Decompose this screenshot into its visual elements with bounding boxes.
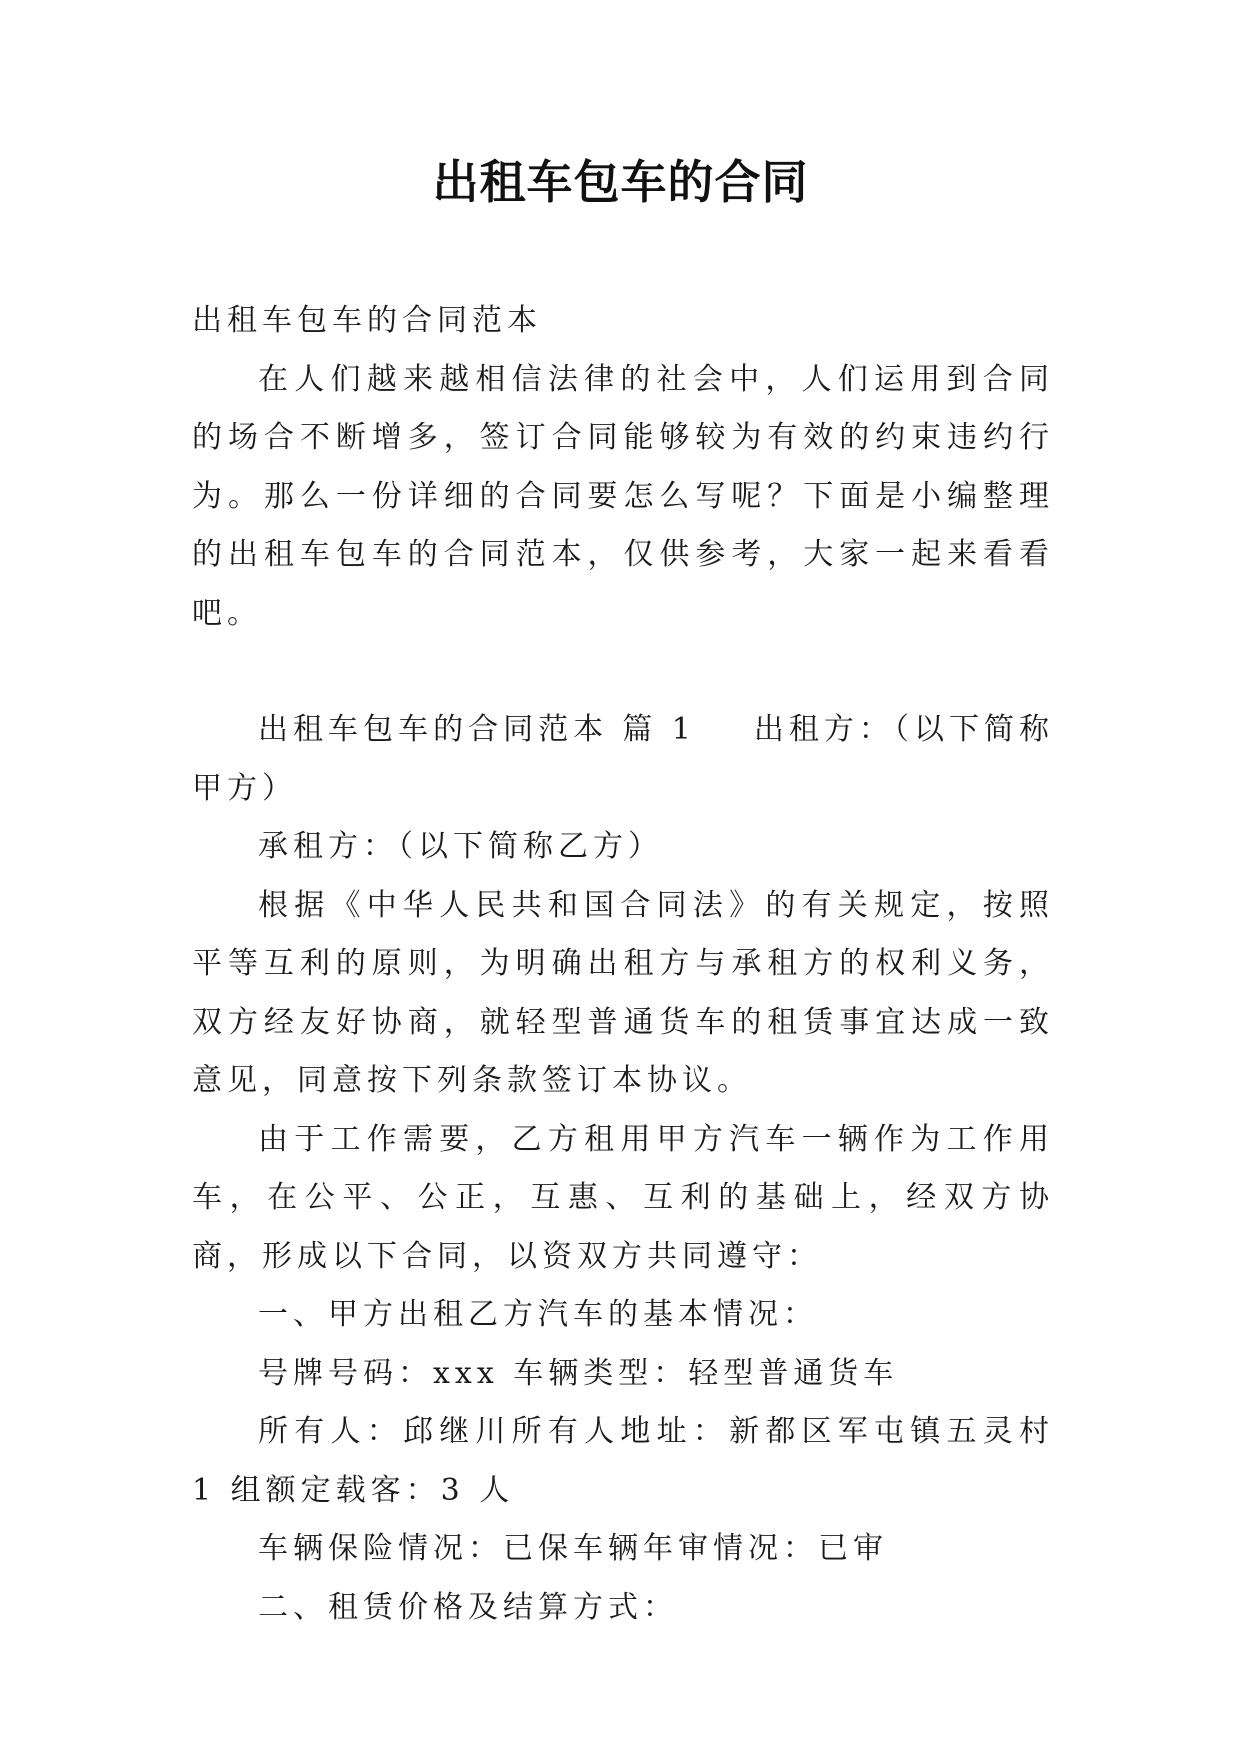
plate-line: 号牌号码：xxx 车辆类型：轻型普通货车 <box>258 1355 899 1391</box>
clause-1-heading: 一、甲方出租乙方汽车的基本情况： <box>258 1297 818 1332</box>
lessee-line: 承租方：（以下简称乙方） <box>258 829 663 864</box>
owner-line: 所有人：邱继川所有人地址：新都区军屯镇五灵村 1 组额定载客：3 人 <box>192 1414 1054 1508</box>
intro-paragraph: 在人们越来越相信法律的社会中，人们运用到合同的场合不断增多，签订合同能够较为有效的约束违约行为。那么一份详细的合同要怎么写呢？下面是小编整理的出租车包车的合同范本，仅供参考，大家一起来看看吧。 <box>192 361 1054 631</box>
basis-paragraph: 根据《中华人民共和国合同法》的有关规定，按照平等互利的原则，为明确出租方与承租方的权利义务，双方经友好协商，就轻型普通货车的租赁事宜达成一致意见，同意按下列条款签订本协议。 <box>192 887 1054 1098</box>
section-heading: 出租车包车的合同范本 <box>258 712 609 747</box>
clause-2-heading: 二、租赁价格及结算方式： <box>258 1589 678 1625</box>
lessor-line: 出租方：（以下简称甲方） <box>192 712 1055 806</box>
document-title: 出租车包车的合同 <box>432 155 809 209</box>
section-number: 篇 1 <box>622 712 696 747</box>
purpose-paragraph: 由于工作需要，乙方租用甲方汽车一辆作为工作用车，在公平、公正，互惠、互利的基础上，经双方协商，形成以下合同，以资双方共同遵守： <box>192 1121 1054 1274</box>
document-subtitle: 出租车包车的合同范本 <box>192 303 542 338</box>
document-body <box>192 292 1054 1637</box>
insurance-line: 车辆保险情况：已保车辆年审情况：已审 <box>258 1531 888 1566</box>
section-heading-line <box>192 701 1054 818</box>
paragraph-gap <box>192 643 1054 701</box>
